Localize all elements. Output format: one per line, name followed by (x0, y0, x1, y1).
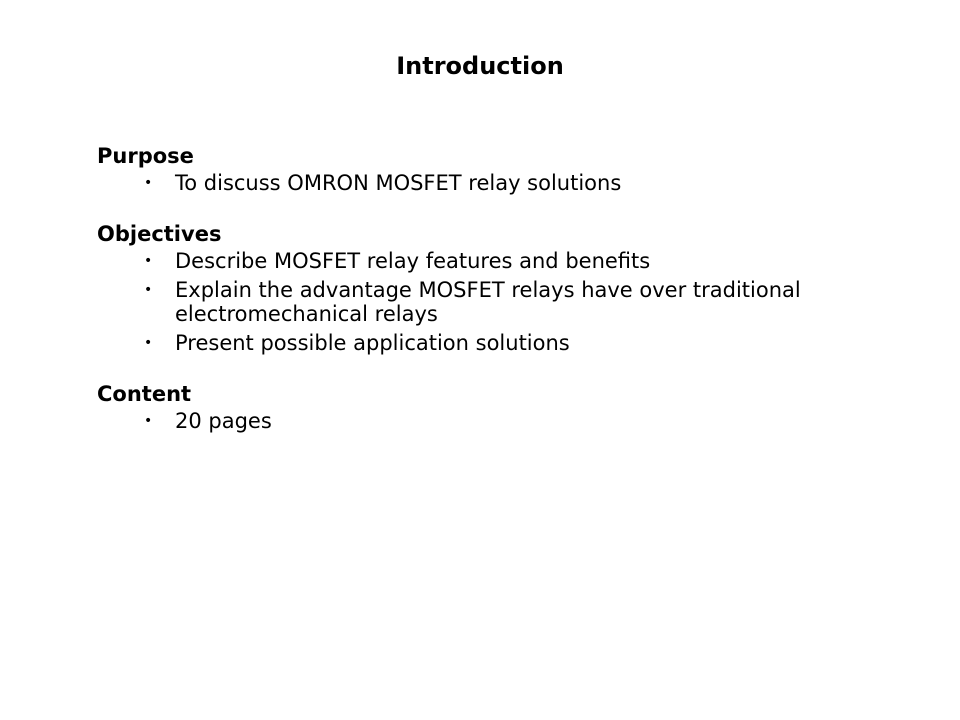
bullet-list (97, 249, 897, 355)
bullet-icon: • (144, 175, 153, 191)
bullet-item (97, 171, 897, 195)
bullet-icon: • (144, 282, 153, 298)
bullet-item (97, 249, 897, 273)
slide-title: Introduction (396, 52, 564, 80)
bullet-icon: • (144, 413, 153, 429)
section-heading: Objectives (97, 222, 222, 246)
section-objectives (97, 219, 897, 355)
bullet-text: Explain the advantage MOSFET relays have over traditional electromechanical relays (175, 278, 801, 326)
bullet-text: Describe MOSFET relay features and benefits (175, 249, 651, 273)
bullet-item (97, 409, 897, 433)
bullet-list (97, 171, 897, 195)
section-heading: Purpose (97, 144, 194, 168)
section-heading: Content (97, 382, 192, 406)
slide-content (97, 141, 897, 457)
section-content (97, 379, 897, 433)
bullet-item (97, 331, 897, 355)
bullet-icon: • (144, 253, 153, 269)
bullet-text: Present possible application solutions (175, 331, 570, 355)
section-purpose (97, 141, 897, 195)
bullet-text: To discuss OMRON MOSFET relay solutions (175, 171, 622, 195)
bullet-list (97, 409, 897, 433)
bullet-icon: • (144, 335, 153, 351)
bullet-text: 20 pages (175, 409, 272, 433)
bullet-item (97, 278, 897, 326)
